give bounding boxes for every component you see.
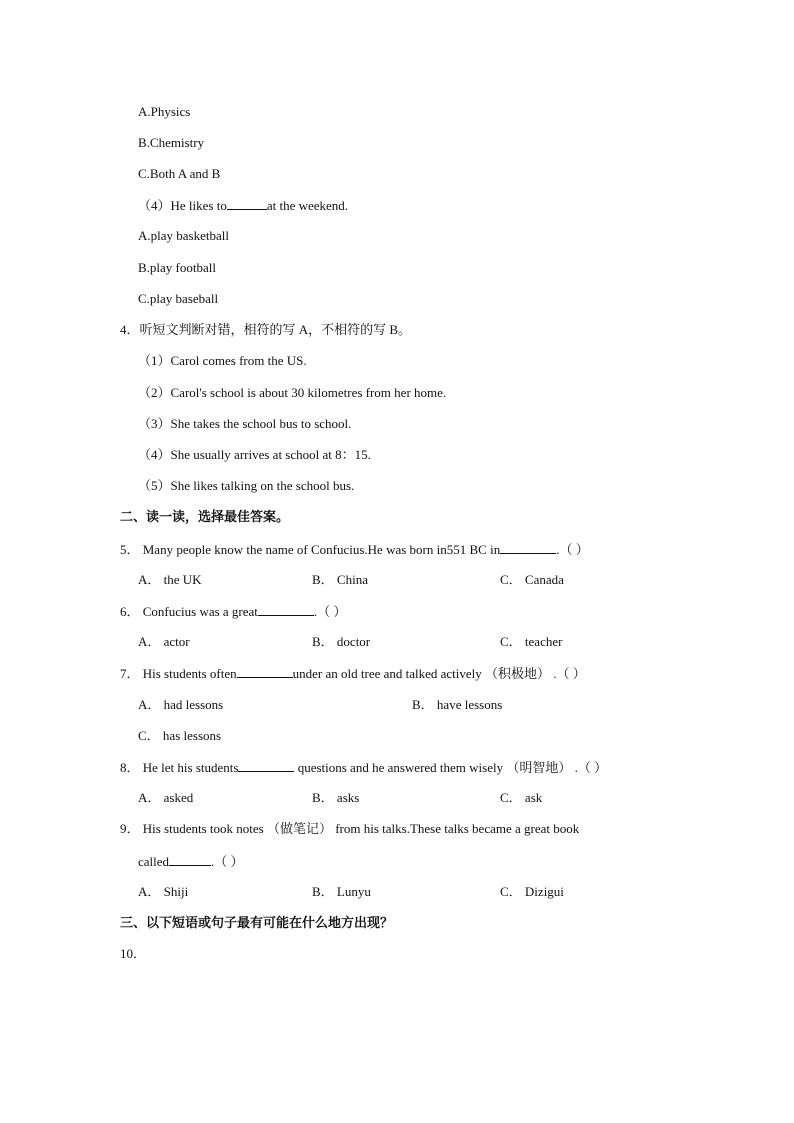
choice-c[interactable]: C． Canada — [500, 572, 564, 587]
choice-b[interactable]: B． have lessons — [412, 697, 503, 712]
answer-blank[interactable] — [237, 665, 293, 678]
question-number: 10． — [120, 946, 147, 961]
option-line: A.Physics — [138, 104, 191, 119]
question-stem: 8． He let his students questions and he answered them wisely （明智地） .（ ） — [120, 760, 608, 775]
choice-b[interactable]: B． asks — [312, 790, 360, 805]
answer-blank[interactable] — [169, 853, 211, 866]
statement-item: （2）Carol's school is about 30 kilometres from her home. — [138, 385, 447, 400]
choice-c[interactable]: C． has lessons — [138, 728, 222, 743]
choice-a[interactable]: A． had lessons — [138, 697, 224, 712]
choice-a[interactable]: A． asked — [138, 790, 194, 805]
choice-c[interactable]: C． teacher — [500, 634, 563, 649]
question-stem: 5． Many people know the name of Confucius.He was born in551 BC in .（ ） — [120, 542, 589, 557]
option-line: B.Chemistry — [138, 135, 205, 150]
answer-blank[interactable] — [500, 541, 556, 554]
answer-blank[interactable] — [238, 759, 294, 772]
choice-b[interactable]: B． doctor — [312, 634, 371, 649]
choice-b[interactable]: B． Lunyu — [312, 884, 371, 899]
statement-item: （1）Carol comes from the US. — [138, 353, 307, 368]
question-title: 4．听短文判断对错，相符的写 A，不相符的写 B。 — [120, 322, 412, 337]
choice-a[interactable]: A． the UK — [138, 572, 202, 587]
question-stem: 6． Confucius was a great .（ ） — [120, 604, 347, 619]
question-stem: 9． His students took notes （做笔记） from his talks.These talks became a great book — [120, 821, 580, 836]
choice-a[interactable]: A． actor — [138, 634, 190, 649]
sub-question: （4）He likes to at the weekend. — [138, 198, 349, 213]
choice-a[interactable]: A． Shiji — [138, 884, 189, 899]
answer-blank[interactable] — [258, 603, 314, 616]
option-line: C.Both A and B — [138, 166, 221, 181]
statement-item: （4）She usually arrives at school at 8：15. — [138, 447, 371, 462]
option-line: A.play basketball — [138, 228, 229, 243]
section-title: 三、以下短语或句子最有可能在什么地方出现？ — [120, 915, 394, 930]
answer-blank[interactable] — [227, 197, 267, 210]
choice-c[interactable]: C． ask — [500, 790, 543, 805]
choice-b[interactable]: B． China — [312, 572, 368, 587]
question-stem-cont: called .（ ） — [138, 854, 244, 869]
statement-item: （5）She likes talking on the school bus. — [138, 478, 355, 493]
question-stem: 7． His students often under an old tree and talked actively （积极地） .（ ） — [120, 666, 586, 681]
option-line: B.play football — [138, 260, 216, 275]
option-line: C.play baseball — [138, 291, 219, 306]
choice-c[interactable]: C． Dizigui — [500, 884, 564, 899]
section-title: 二、读一读，选择最佳答案。 — [120, 509, 290, 524]
statement-item: （3）She takes the school bus to school. — [138, 416, 352, 431]
